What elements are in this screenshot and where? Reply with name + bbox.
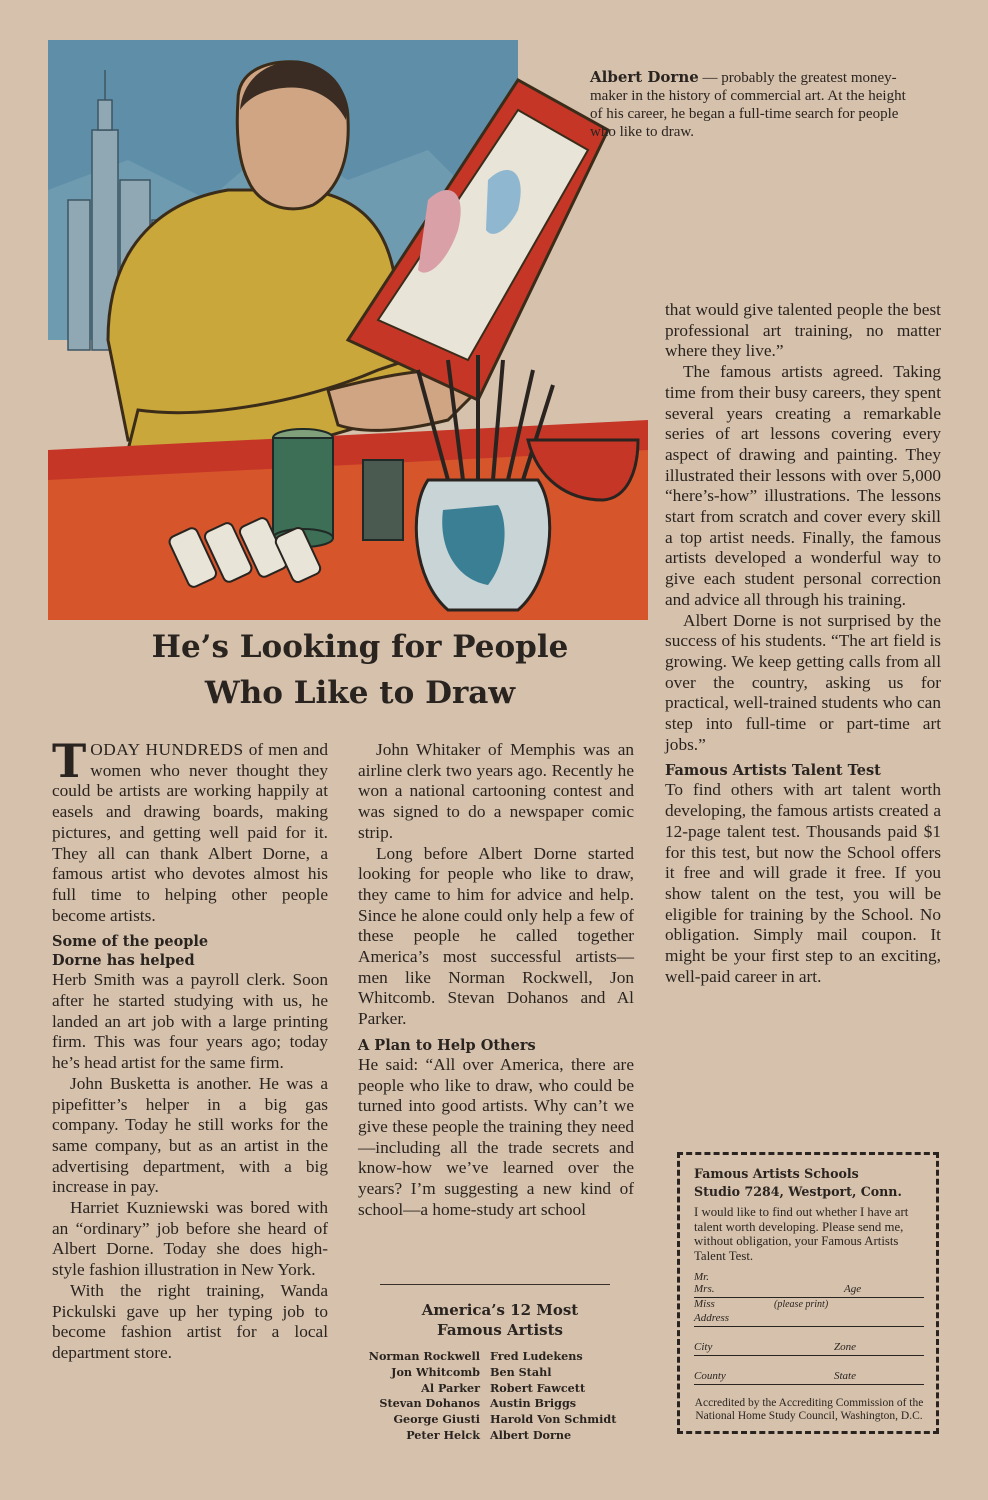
paragraph: Long before Albert Dorne started looking for people who like to draw, they came to him for advice and help. Since he alone could only help a few of these people he called together America’s most successful artists—men like Norman Rockwell, Jon Whitcomb. Stevan Dohanos and Al Parker. (358, 843, 634, 1029)
city-label: City (694, 1341, 713, 1353)
paragraph: Albert Dorne is not surprised by the success of his students. “The art field is growing. We keep getting calls from all over the country, asking us for practical, well-trained students who can step into full-time or part-time art jobs.” (665, 610, 941, 754)
famous-artists-list (355, 1349, 645, 1444)
state-label: State (834, 1370, 856, 1382)
paragraph: Herb Smith was a payroll clerk. Soon after he started studying with us, he landed an art job with a large printing firm. This was four years ago; today he’s head artist for the same firm. (52, 970, 328, 1073)
coupon-county-field[interactable] (694, 1370, 924, 1385)
artist-name: Harold Von Schmidt (490, 1412, 617, 1427)
subheading-line: Dorne has helped (52, 952, 195, 970)
coupon-body: I would like to find out whether I have art talent worth developing. Please send me, without obligation, your Famous Artists Talent Test. (694, 1205, 909, 1263)
paragraph: To find others with art talent worth developing, the famous artists created a 12-page talent test. Thousands paid $1 for this test, but now the School offers it free and will grade it free. If you show talent on the test, you will be eligible for training by the School. No obligation. Simply mail coupon. It might be your first step to an exciting, well-paid career in art. (665, 780, 941, 986)
albert-dorne-illustration (48, 40, 648, 620)
county-label: County (694, 1370, 726, 1382)
subheading-talent-test: Famous Artists Talent Test (665, 762, 881, 780)
article-column-3 (665, 300, 941, 988)
coupon-school-name: Famous Artists Schools (694, 1166, 859, 1181)
drop-cap: T (52, 734, 87, 788)
artist-name: Ben Stahl (490, 1364, 552, 1379)
subheading-plan: A Plan to Help Others (358, 1036, 536, 1054)
coupon-name-field[interactable] (694, 1283, 924, 1298)
paragraph: The famous artists agreed. Taking time from their busy careers, they spent several years creating a remarkable series of art lessons covering every aspect of drawing and painting. They illustrated their lessons with over 5,000 “here’s-how” illustrations. The lessons start from scratch and cover every skill a top artist needs. Finally, the famous artists developed a wonderful way to give each student personal correction and advice all through his training. (665, 362, 941, 609)
address-label: Address (694, 1312, 730, 1324)
article-column-2 (358, 740, 634, 1220)
illustration-caption (590, 68, 920, 141)
paragraph: With the right training, Wanda Pickulski gave up her typing job to become fashion artist for a local department store. (52, 1280, 328, 1362)
age-label: Age (844, 1283, 862, 1295)
divider (380, 1284, 610, 1285)
print-hint: (please print) (774, 1299, 829, 1310)
list-item (355, 1396, 645, 1412)
famous-artists-title (360, 1300, 640, 1340)
list-item (355, 1365, 645, 1381)
artist-name: Robert Fawcett (490, 1380, 586, 1395)
coupon-mr-label-row (694, 1271, 924, 1283)
coupon-city-field[interactable] (694, 1341, 924, 1356)
paragraph (52, 734, 329, 926)
artist-name: Peter Helck (406, 1427, 480, 1442)
headline (80, 624, 640, 716)
caption-text: — probably the greatest money-maker in the history of commercial art. At the height of his career, he began a full-time search for people who like to draw. (590, 70, 906, 140)
subheading-line: Some of the people (52, 933, 209, 951)
accreditation-note: Accredited by the Accrediting Commission of the National Home Study Council, Washington, D.C. (694, 1397, 924, 1422)
miss-label: Miss (694, 1298, 715, 1310)
list-item (355, 1349, 645, 1365)
mrs-label: Mrs. (694, 1283, 715, 1295)
mr-label: Mr. (694, 1271, 709, 1283)
paragraph: John Whitaker of Memphis was an airline clerk two years ago. Recently he won a national cartooning contest and was signed to do a newspaper comic strip. (358, 740, 634, 842)
article-column-1 (52, 734, 329, 1364)
zone-label: Zone (834, 1341, 856, 1353)
artist-name: Stevan Dohanos (379, 1396, 480, 1411)
famous-title-line: Famous Artists (437, 1321, 563, 1339)
lead-in: ODAY HUNDREDS (90, 740, 244, 759)
artist-name: George Giusti (393, 1412, 480, 1427)
artist-name: Albert Dorne (490, 1427, 572, 1442)
caption-name: Albert Dorne (590, 68, 699, 86)
list-item (355, 1428, 645, 1444)
paragraph: He said: “All over America, there are people who like to draw, who could be turned into good artists. Why can’t we give these people the training they need—including all the trade secrets and know-how we’ve learned over the years? I’m suggesting a new kind of school—a home-study art school (358, 1054, 634, 1219)
coupon-address-field[interactable] (694, 1312, 924, 1327)
paragraph: Harriet Kuzniewski was bored with an “ordinary” job before she heard of Albert Dorne. Today she does high-style fashion illustration in New York. (52, 1198, 328, 1280)
paragraph: John Busketta is another. He was a pipefitter’s helper in a big gas company. Today he still works for the same company, but as an artist in the advertising department, with a big increase in pay. (52, 1073, 328, 1197)
artist-name: Jon Whitcomb (391, 1364, 480, 1379)
famous-title-line: America’s 12 Most (421, 1301, 579, 1319)
artist-name: Fred Ludekens (490, 1349, 583, 1363)
coupon-address: Studio 7284, Westport, Conn. (694, 1184, 902, 1199)
paragraph-text: of men and women who never thought they could be artists are working happily at easels and drawing boards, making pictures, and getting well paid for it. They all can thank Albert Dorne, a famous artist who devotes almost his full time to helping other people become artists. (52, 740, 329, 925)
artist-name: Austin Briggs (490, 1396, 577, 1411)
artist-name: Norman Rockwell (368, 1349, 480, 1363)
coupon-miss-row (694, 1298, 924, 1310)
headline-line-1: He’s Looking for People (151, 629, 569, 665)
artist-name: Al Parker (421, 1380, 480, 1395)
mail-coupon[interactable] (677, 1152, 939, 1434)
subheading-people-helped (52, 932, 328, 970)
list-item (355, 1381, 645, 1397)
paragraph: that would give talented people the best professional art training, no matter where they live.” (665, 300, 941, 361)
list-item (355, 1412, 645, 1428)
headline-line-2: Who Like to Draw (204, 675, 516, 711)
